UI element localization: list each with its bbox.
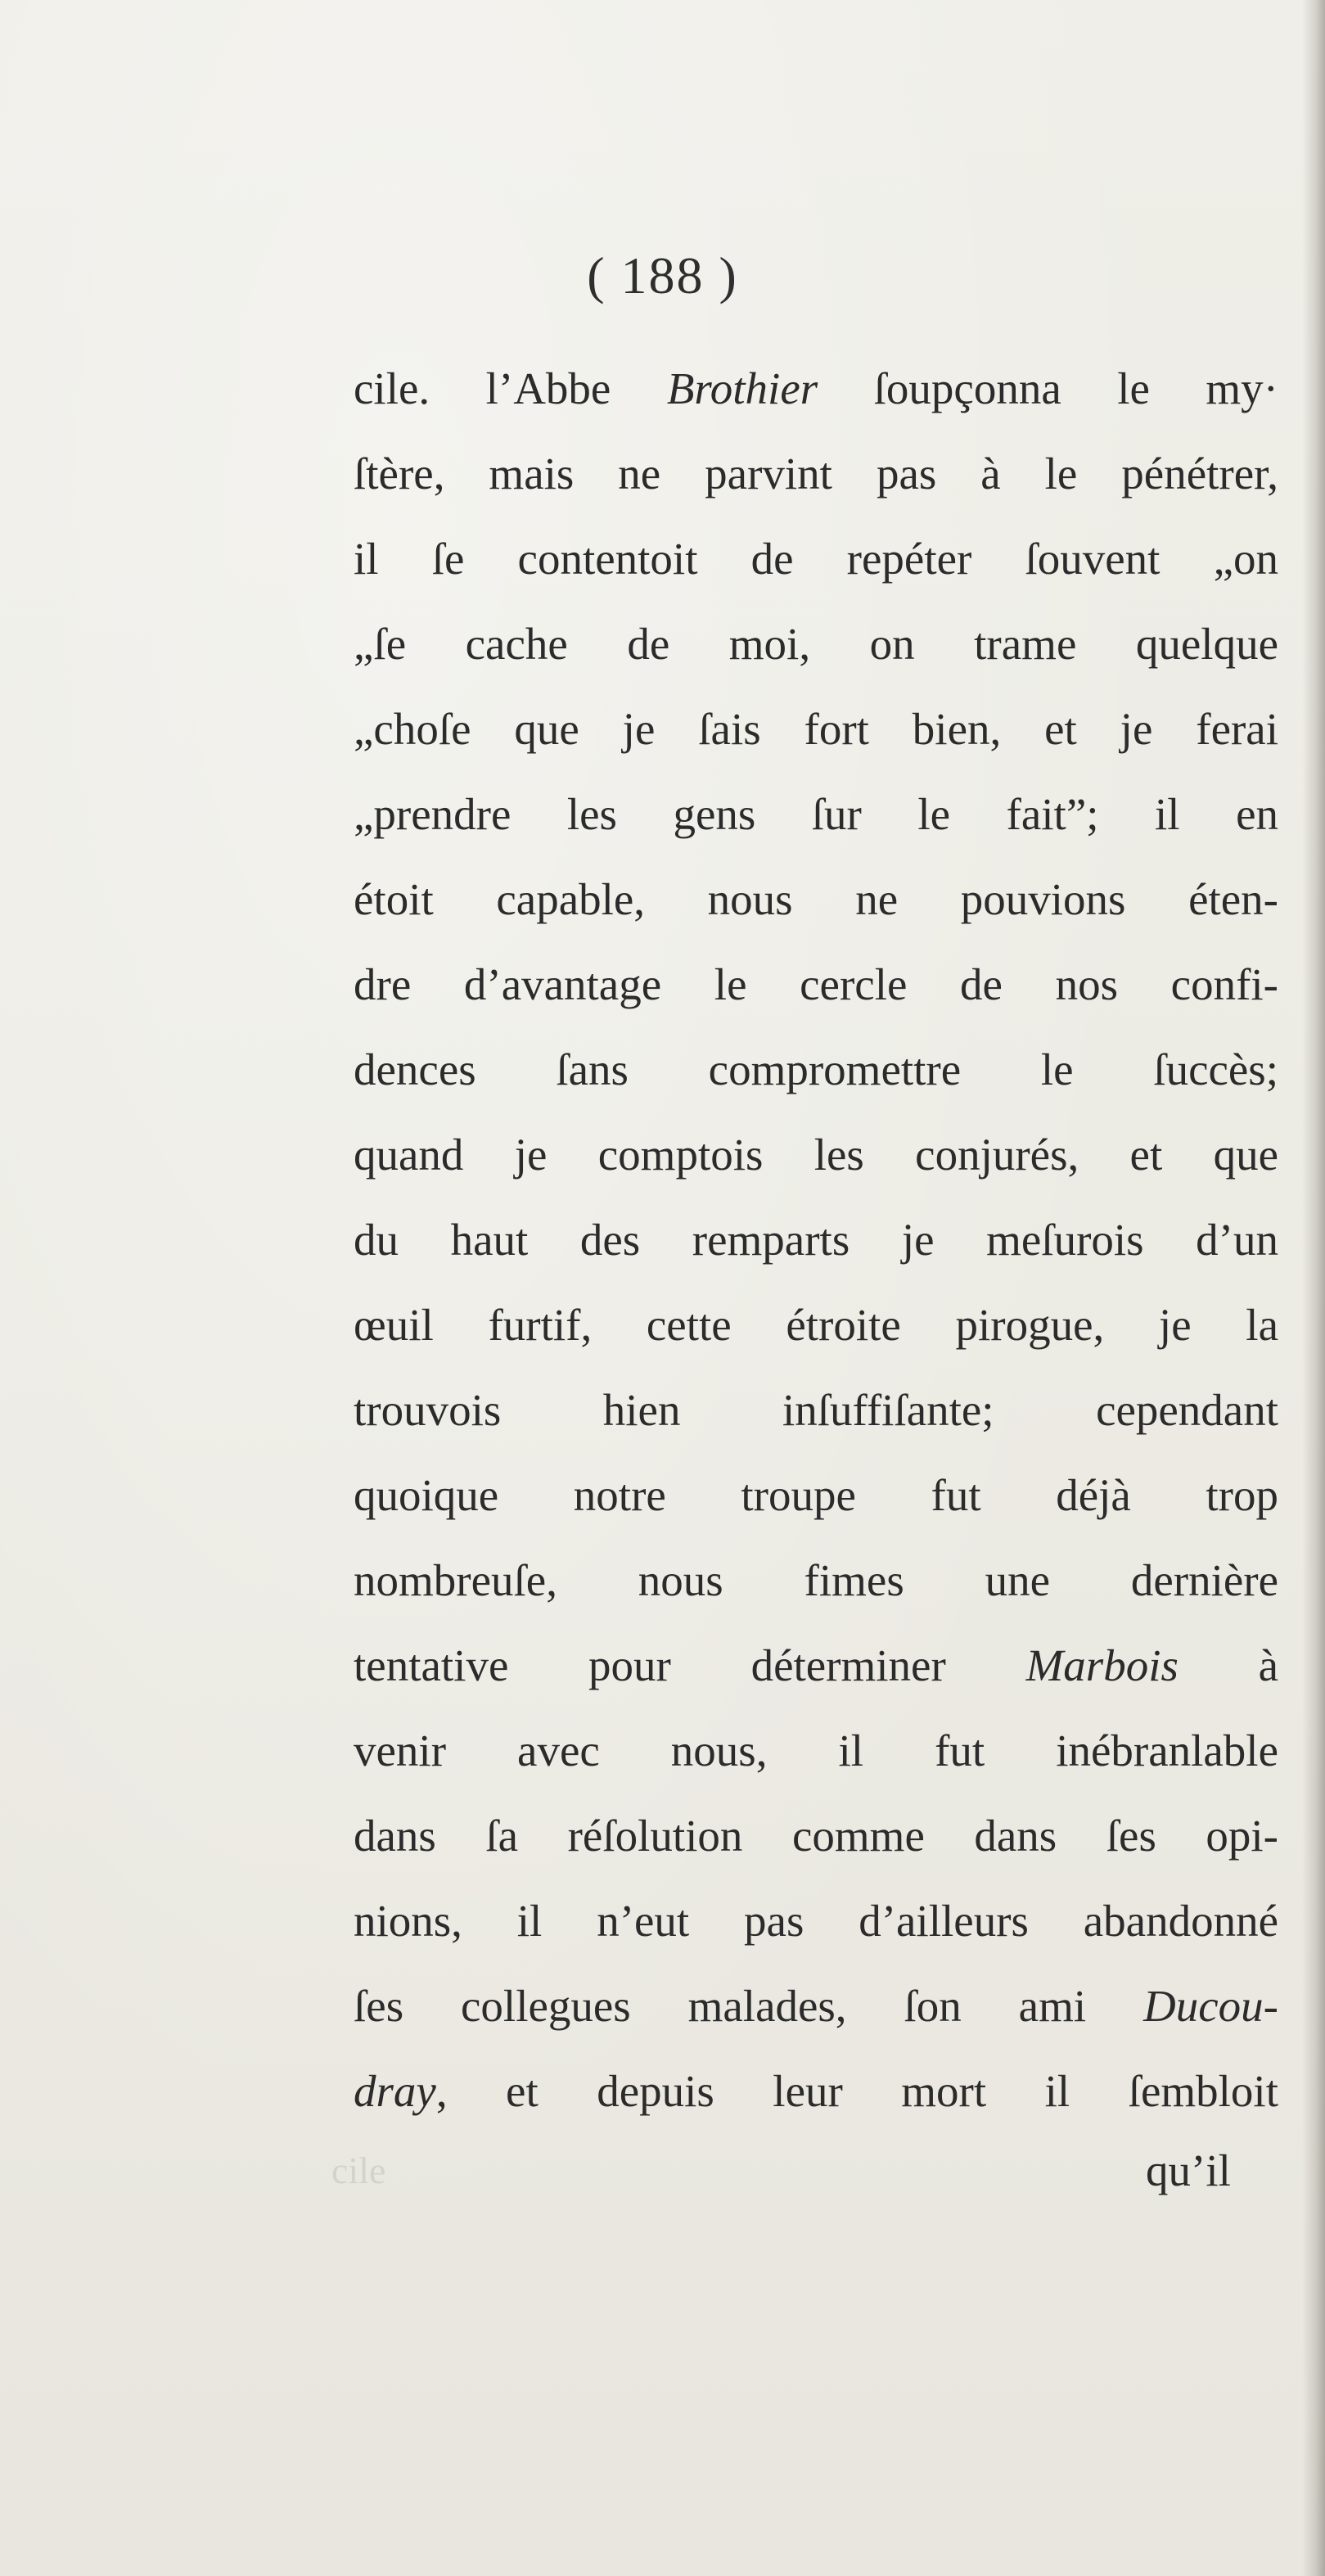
text-line — [354, 1793, 1278, 1879]
page-number: ( 188 ) — [587, 246, 738, 305]
text-line — [354, 1623, 1278, 1708]
text-line — [354, 1538, 1278, 1623]
text-run: nions, il n’eut pas d’ailleurs abandonné — [354, 1896, 1278, 1946]
text-run: dre d’avantage le cercle de nos confi- — [354, 959, 1278, 1009]
text-run: quand je comptois les conjurés, et que — [354, 1130, 1278, 1180]
italic-name: Brothier — [666, 363, 818, 413]
show-through-text: cile — [331, 2150, 386, 2191]
text-line — [354, 1368, 1278, 1453]
text-line — [354, 1112, 1278, 1198]
text-line — [354, 2049, 1278, 2134]
text-run: œuil furtif, cette étroite pirogue, je la — [354, 1300, 1278, 1350]
text-run: „choſe que je ſais fort bien, et je ferai — [354, 704, 1278, 754]
text-line — [354, 687, 1278, 772]
text-run: venir avec nous, il fut inébranlable — [354, 1726, 1278, 1775]
text-run: dans ſa réſolution comme dans ſes opi- — [354, 1811, 1278, 1861]
text-line — [354, 346, 1278, 431]
text-line — [354, 1027, 1278, 1112]
text-run: il ſe contentoit de repéter ſouvent „on — [354, 534, 1278, 584]
text-run: cile. l’Abbe — [354, 363, 667, 413]
text-run: à — [1178, 1640, 1278, 1690]
text-run: tentative pour déterminer — [354, 1640, 1026, 1690]
text-line — [354, 772, 1278, 857]
text-run: , et depuis leur mort il ſembloit — [435, 2066, 1278, 2116]
page-edge-shadow — [1302, 0, 1325, 2576]
text-line — [354, 857, 1278, 942]
text-line — [354, 602, 1278, 687]
text-run: „ſe cache de moi, on trame quelque — [354, 619, 1278, 669]
text-line — [354, 431, 1278, 517]
text-run: étoit capable, nous ne pouvions éten- — [354, 874, 1278, 924]
text-run: „prendre les gens ſur le fait”; il en — [354, 789, 1278, 839]
text-line — [354, 1198, 1278, 1283]
italic-name: dray — [354, 2066, 436, 2116]
catchword: qu’il — [1146, 2145, 1231, 2195]
text-line — [354, 517, 1278, 602]
italic-name: Ducou- — [1143, 1981, 1278, 2031]
text-line — [354, 1708, 1278, 1793]
text-run: nombreuſe, nous fimes une dernière — [354, 1555, 1278, 1605]
text-run: ſoupçonna le my· — [818, 363, 1278, 413]
text-line — [354, 1453, 1278, 1538]
text-run: du haut des remparts je meſurois d’un — [354, 1215, 1278, 1265]
text-line — [354, 1964, 1278, 2049]
text-run: trouvois hien inſuffiſante; cependant — [354, 1385, 1278, 1435]
text-run: quoique notre troupe fut déjà trop — [354, 1470, 1278, 1520]
italic-name: Marbois — [1025, 1640, 1179, 1690]
body-text — [354, 346, 1278, 2134]
text-run: ſes collegues malades, ſon ami — [354, 1981, 1144, 2031]
text-line — [354, 942, 1278, 1027]
text-run: dences ſans compromettre le ſuccès; — [354, 1044, 1278, 1094]
text-line — [354, 1879, 1278, 1964]
text-run: ſtère, mais ne parvint pas à le pénétrer, — [354, 449, 1278, 499]
text-line — [354, 1283, 1278, 1368]
